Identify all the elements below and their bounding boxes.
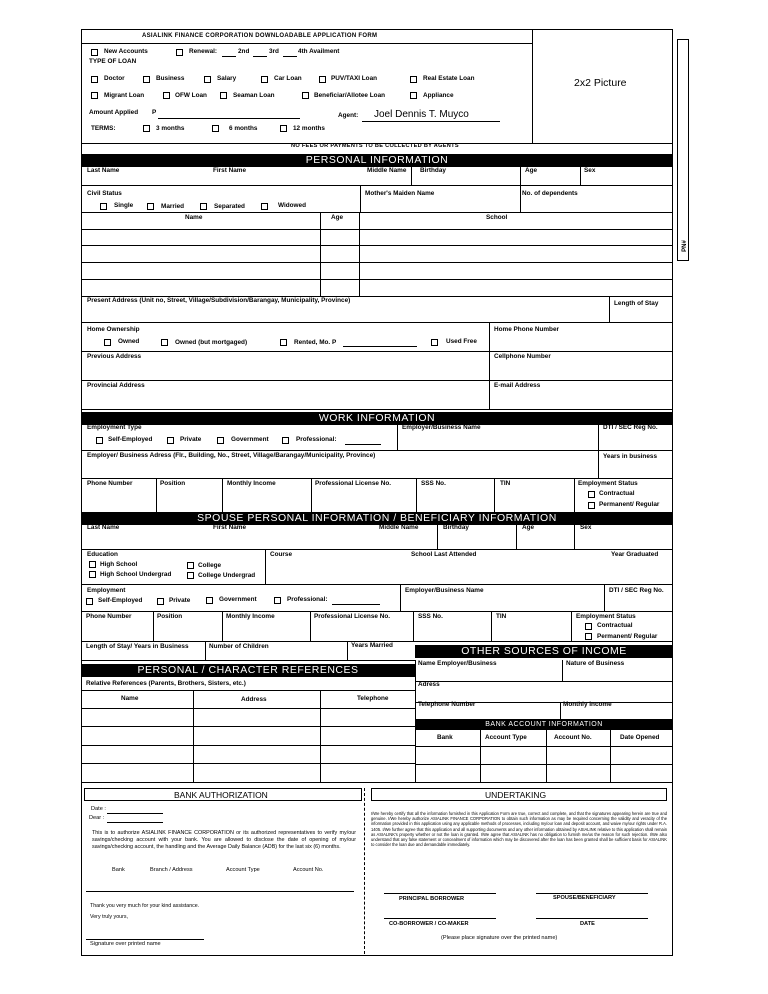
government-checkbox[interactable] bbox=[217, 437, 224, 444]
term-3-label: 3 months bbox=[156, 125, 185, 132]
spouse-tin-label: TIN bbox=[496, 613, 507, 620]
middle-name-label: Middle Name bbox=[367, 167, 407, 174]
seaman-loan-checkbox[interactable] bbox=[220, 92, 227, 99]
contractual-label: Contractual bbox=[599, 490, 635, 497]
sss-label: SSS No. bbox=[421, 480, 446, 487]
dependents-label: No. of dependents bbox=[522, 190, 578, 197]
dependent-school-header: School bbox=[486, 214, 508, 221]
side-tab bbox=[677, 39, 689, 261]
ofw-loan-checkbox[interactable] bbox=[163, 92, 170, 99]
education-label: Education bbox=[87, 551, 118, 558]
professional-label: Professional: bbox=[296, 436, 337, 443]
date-opened-col-label: Date Opened bbox=[620, 734, 660, 741]
bank-col-label: Bank bbox=[437, 734, 453, 741]
other-employer-label: Name Employer/Business bbox=[418, 660, 497, 667]
years-married-label: Years Married bbox=[351, 642, 393, 649]
puv-loan-label: PUV/TAXI Loan bbox=[331, 75, 378, 82]
separated-checkbox[interactable] bbox=[200, 203, 207, 210]
spouse-dti-label: DTI / SEC Reg No. bbox=[609, 587, 664, 594]
spouse-beneficiary-label: SPOUSE/BENEFICIARY bbox=[553, 895, 616, 901]
renewal-checkbox[interactable] bbox=[176, 49, 183, 56]
puv-loan-checkbox[interactable] bbox=[319, 76, 326, 83]
high-school-checkbox[interactable] bbox=[89, 561, 96, 568]
new-accounts-checkbox[interactable] bbox=[91, 49, 98, 56]
ref-telephone-header: Telephone bbox=[357, 695, 389, 702]
undertaking-title: UNDERTAKING bbox=[485, 790, 547, 800]
other-income-header: OTHER SOURCES OF INCOME bbox=[415, 645, 673, 658]
employment-status-label: Employment Status bbox=[578, 480, 638, 487]
agent-label: Agent: bbox=[338, 112, 359, 119]
bank-auth-branch-col: Branch / Address bbox=[150, 867, 193, 873]
course-label: Course bbox=[270, 551, 293, 558]
spouse-self-employed-checkbox[interactable] bbox=[86, 598, 93, 605]
bank-info-header: BANK ACCOUNT INFORMATION bbox=[415, 719, 673, 730]
owned-label: Owned bbox=[118, 338, 140, 345]
college-undergrad-checkbox[interactable] bbox=[187, 572, 194, 579]
third-label: 3rd bbox=[269, 48, 279, 55]
last-name-label: Last Name bbox=[87, 167, 120, 174]
spouse-private-label: Private bbox=[169, 597, 191, 604]
dti-label: DTI / SEC Reg No. bbox=[603, 424, 658, 431]
side-label: PN# bbox=[681, 240, 688, 252]
phone-label: Phone Number bbox=[87, 480, 133, 487]
bank-auth-title: BANK AUTHORIZATION bbox=[174, 790, 268, 800]
nature-business-label: Nature of Business bbox=[566, 660, 625, 667]
employer-address-label: Employer/ Business Adress (Flr., Building, No., Street, Village/Barangay/Municipality, Province) bbox=[87, 452, 376, 459]
personal-info-header: PERSONAL INFORMATION bbox=[81, 154, 673, 167]
contractual-checkbox[interactable] bbox=[588, 491, 595, 498]
rented-checkbox[interactable] bbox=[280, 339, 287, 346]
spouse-contractual-checkbox[interactable] bbox=[585, 623, 592, 630]
spouse-self-employed-label: Self-Employed bbox=[98, 597, 143, 604]
used-free-label: Used Free bbox=[446, 338, 477, 345]
civil-status-label: Civil Status bbox=[87, 190, 122, 197]
home-ownership-label: Home Ownership bbox=[87, 326, 140, 333]
length-of-stay-label: Length of Stay bbox=[614, 300, 659, 307]
permanent-label: Permanent/ Regular bbox=[599, 501, 660, 508]
spouse-birthday-label: Birthday bbox=[443, 524, 469, 531]
used-free-checkbox[interactable] bbox=[431, 339, 438, 346]
business-checkbox[interactable] bbox=[143, 76, 150, 83]
term-12-checkbox[interactable] bbox=[280, 125, 287, 132]
fourth-label: 4th Availment bbox=[298, 48, 340, 55]
notice-text: NO FEES OR PAYMENTS TO BE COLLECTED BY AGENTS bbox=[291, 143, 459, 149]
spouse-first-name-label: First Name bbox=[213, 524, 247, 531]
sex-label: Sex bbox=[584, 167, 596, 174]
rented-label: Rented, Mo. P bbox=[294, 339, 337, 346]
bank-auth-type-col: Account Type bbox=[226, 867, 260, 873]
cellphone-label: Cellphone Number bbox=[494, 353, 551, 360]
beneficiary-loan-label: Beneficiar/Allotee Loan bbox=[314, 92, 386, 99]
bank-auth-dear-field[interactable] bbox=[107, 822, 163, 823]
permanent-checkbox[interactable] bbox=[588, 502, 595, 509]
spouse-contractual-label: Contractual bbox=[597, 622, 633, 629]
migrant-loan-checkbox[interactable] bbox=[91, 92, 98, 99]
business-label: Business bbox=[156, 75, 185, 82]
relative-references-label: Relative References (Parents, Brothers, Sisters, etc.) bbox=[86, 680, 246, 687]
other-telephone-label: Telephone Number bbox=[418, 701, 476, 708]
self-employed-label: Self-Employed bbox=[108, 436, 153, 443]
account-type-col-label: Account Type bbox=[485, 734, 527, 741]
appliance-label: Appliance bbox=[423, 92, 454, 99]
appliance-checkbox[interactable] bbox=[410, 92, 417, 99]
spouse-info-header: SPOUSE PERSONAL INFORMATION / BENEFICIARY INFORMATION bbox=[81, 512, 673, 525]
type-of-loan-label: TYPE OF LOAN bbox=[89, 58, 137, 65]
beneficiary-loan-checkbox[interactable] bbox=[302, 92, 309, 99]
present-address-label: Present Address (Unit no, Street, Village/Subdivision/Barangay, Municipality, Province) bbox=[87, 297, 351, 304]
length-stay-business-label: Length of Stay/ Years in Business bbox=[86, 643, 189, 650]
car-loan-label: Car Loan bbox=[274, 75, 302, 82]
principal-borrower-label: PRINCIPAL BORROWER bbox=[399, 896, 465, 902]
term-6-label: 6 months bbox=[229, 125, 258, 132]
spouse-age-label: Age bbox=[522, 524, 535, 531]
college-undergrad-label: College Undergrad bbox=[198, 572, 256, 579]
term-12-label: 12 months bbox=[293, 125, 325, 132]
monthly-income-label: Monthly Income bbox=[227, 480, 276, 487]
tin-label: TIN bbox=[500, 480, 511, 487]
migrant-loan-label: Migrant Loan bbox=[104, 92, 145, 99]
first-name-label: First Name bbox=[213, 167, 247, 174]
renewal-label: Renewal: bbox=[189, 48, 218, 55]
year-graduated-label: Year Graduated bbox=[611, 551, 659, 558]
school-last-label: School Last Attended bbox=[411, 551, 477, 558]
spouse-permanent-label: Permanent/ Regular bbox=[597, 633, 658, 640]
amount-applied-label: Amount Applied bbox=[89, 109, 139, 116]
ref-name-header: Name bbox=[121, 695, 139, 702]
single-label: Single bbox=[114, 202, 134, 209]
bank-auth-truly: Very truly yours, bbox=[90, 914, 128, 920]
spouse-position-label: Position bbox=[157, 613, 183, 620]
bank-auth-no-col: Account No. bbox=[293, 867, 324, 873]
birthday-label: Birthday bbox=[420, 167, 446, 174]
term-6-checkbox[interactable] bbox=[212, 125, 219, 132]
hs-undergrad-checkbox[interactable] bbox=[89, 571, 96, 578]
mothers-maiden-label: Mother's Maiden Name bbox=[365, 190, 435, 197]
home-phone-label: Home Phone Number bbox=[494, 326, 559, 333]
years-in-business-label: Years in business bbox=[603, 453, 657, 460]
account-no-col-label: Account No. bbox=[554, 734, 592, 741]
age-label: Age bbox=[525, 167, 538, 174]
bank-auth-bank-col: Bank bbox=[112, 867, 125, 873]
private-checkbox[interactable] bbox=[167, 437, 174, 444]
car-loan-checkbox[interactable] bbox=[261, 76, 268, 83]
position-label: Position bbox=[160, 480, 186, 487]
spouse-license-label: Professional License No. bbox=[314, 613, 391, 620]
doctor-label: Doctor bbox=[104, 75, 125, 82]
bank-auth-date-field[interactable] bbox=[107, 813, 163, 814]
previous-address-label: Previous Address bbox=[87, 353, 142, 360]
doctor-checkbox[interactable] bbox=[91, 76, 98, 83]
hs-undergrad-label: High School Undergrad bbox=[100, 571, 172, 578]
references-header: PERSONAL / CHARACTER REFERENCES bbox=[81, 664, 415, 677]
married-checkbox[interactable] bbox=[147, 203, 154, 210]
government-label: Government bbox=[231, 436, 269, 443]
spouse-phone-label: Phone Number bbox=[86, 613, 132, 620]
amount-field[interactable] bbox=[158, 118, 300, 119]
married-label: Married bbox=[161, 203, 185, 210]
widowed-label: Widowed bbox=[278, 202, 306, 209]
salary-checkbox[interactable] bbox=[204, 76, 211, 83]
spouse-sex-label: Sex bbox=[580, 524, 592, 531]
children-label: Number of Children bbox=[209, 643, 269, 650]
real-estate-checkbox[interactable] bbox=[410, 76, 417, 83]
college-checkbox[interactable] bbox=[187, 562, 194, 569]
spouse-monthly-income-label: Monthly Income bbox=[226, 613, 275, 620]
second-label: 2nd bbox=[238, 48, 250, 55]
other-address-label: Adress bbox=[418, 681, 440, 688]
bank-auth-thanks: Thank you very much for your kind assistance. bbox=[90, 903, 200, 909]
spouse-sss-label: SSS No. bbox=[418, 613, 443, 620]
real-estate-label: Real Estate Loan bbox=[423, 75, 475, 82]
ofw-loan-label: OFW Loan bbox=[175, 92, 207, 99]
spouse-middle-name-label: Middle Name bbox=[379, 524, 419, 531]
employer-name-label: Employer/Business Name bbox=[402, 424, 481, 431]
bank-auth-date-label: Date : bbox=[91, 806, 106, 812]
spouse-private-checkbox[interactable] bbox=[157, 598, 164, 605]
employment-type-label: Employment Type bbox=[87, 424, 142, 431]
high-school-label: High School bbox=[100, 561, 138, 568]
license-label: Professional License No. bbox=[315, 480, 392, 487]
comaker-label: CO-BORROWER / CO-MAKER bbox=[389, 921, 469, 927]
spouse-employment-status-label: Employment Status bbox=[576, 613, 636, 620]
other-monthly-label: Monthly Income bbox=[563, 701, 612, 708]
single-checkbox[interactable] bbox=[100, 203, 107, 210]
agent-name: Joel Dennis T. Muyco bbox=[374, 109, 469, 120]
spouse-government-label: Government bbox=[219, 596, 257, 603]
spouse-professional-checkbox[interactable] bbox=[274, 597, 281, 604]
self-employed-checkbox[interactable] bbox=[96, 437, 103, 444]
owned-mortgaged-label: Owned (but mortgaged) bbox=[175, 339, 248, 346]
dependent-age-header: Age bbox=[331, 214, 344, 221]
separated-label: Separated bbox=[214, 203, 245, 210]
dependent-name-header: Name bbox=[185, 214, 203, 221]
bank-auth-body: This is to authorize ASIALINK FINANCE CORPORATION or its authorized representatives to verify my/our savings/checking account with your bank. You are allowed to disclose the date of opening of my/our savings/checking account, the handling and the Average Daily Balance (ADB) for the last six (6) months. bbox=[92, 830, 356, 850]
spouse-permanent-checkbox[interactable] bbox=[585, 633, 592, 640]
ref-address-header: Address bbox=[241, 696, 267, 703]
form-title: ASIALINK FINANCE CORPORATION DOWNLOADABLE APPLICATION FORM bbox=[142, 33, 378, 39]
spouse-employment-label: Employment bbox=[87, 587, 126, 594]
bank-auth-signature-label: Signature over printed name bbox=[90, 941, 161, 947]
undertaking-date-label: DATE bbox=[580, 921, 595, 927]
spouse-last-name-label: Last Name bbox=[87, 524, 120, 531]
private-label: Private bbox=[180, 436, 202, 443]
salary-label: Salary bbox=[217, 75, 237, 82]
college-label: College bbox=[198, 562, 222, 569]
work-info-header: WORK INFORMATION bbox=[81, 412, 673, 425]
bank-auth-dear-label: Dear : bbox=[89, 815, 105, 821]
picture-label: 2x2 Picture bbox=[574, 77, 627, 89]
undertaking-body: I/We hereby certify that all the information furnished in this Application Form are true, correct and complete, and that the signatures appearing herein are true and genuine. I/We hereby authorize ASIALINK FINANCE CORPORATION to obtain such information as may be required concerning the validity and veracity of the information provided in this application using any applicable methods of processes, including my/our loan and deposit account, and waive my/our rights under R.A. 1405. I/We further agree that this application and all supporting documents and any other information obtained by ASIALINK relative to this application shall remain as ASIALINK's property whether or not the loan is granted. I/We agree that ASIALINK has no obligation to furnish me/us the reason for such rejection. I/We also understand that any false statement or concealment of information which may be discovered after the loan has been granted shall be sufficient basis for ASIALINK to consider the loan due and demandable immediately. bbox=[371, 811, 667, 848]
spouse-professional-label: Professional: bbox=[287, 596, 328, 603]
spouse-government-checkbox[interactable] bbox=[206, 597, 213, 604]
term-3-checkbox[interactable] bbox=[143, 125, 150, 132]
widowed-checkbox[interactable] bbox=[261, 203, 268, 210]
owned-mortgaged-checkbox[interactable] bbox=[161, 339, 168, 346]
new-accounts-label: New Accounts bbox=[104, 48, 148, 55]
professional-checkbox[interactable] bbox=[282, 437, 289, 444]
owned-checkbox[interactable] bbox=[104, 339, 111, 346]
terms-label: TERMS: bbox=[91, 125, 116, 132]
seaman-loan-label: Seaman Loan bbox=[233, 92, 275, 99]
provincial-address-label: Provincial Address bbox=[87, 382, 145, 389]
email-label: E-mail Address bbox=[494, 382, 541, 389]
signature-note: (Please place signature over the printed name) bbox=[441, 935, 558, 941]
spouse-employer-label: Employer/Business Name bbox=[405, 587, 484, 594]
amount-prefix: P bbox=[152, 109, 157, 116]
